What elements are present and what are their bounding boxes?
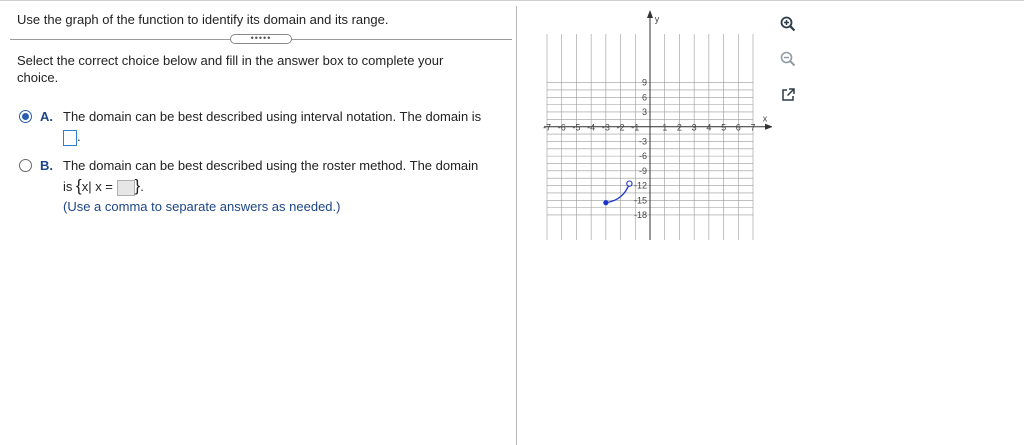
question-prompt: Use the graph of the function to identify its domain and its range. xyxy=(17,12,389,27)
y-tick-label: -3 xyxy=(638,136,647,147)
pane-divider xyxy=(516,6,517,445)
zoom-in-button[interactable] xyxy=(777,13,799,35)
x-tick-label: 3 xyxy=(691,122,697,133)
y-tick-label: -15 xyxy=(633,195,647,206)
y-axis-arrow-icon xyxy=(647,10,653,18)
choice-a-text xyxy=(63,107,503,147)
y-tick-label: -12 xyxy=(633,180,647,191)
y-tick-label: -18 xyxy=(633,209,647,220)
choice-a-label: The domain can be best described using interval notation. The domain is xyxy=(63,109,482,124)
y-tick-label: -9 xyxy=(638,165,647,176)
choice-a-radio[interactable] xyxy=(19,110,32,123)
y-axis-label: y xyxy=(654,14,660,24)
x-tick-label: 2 xyxy=(676,122,682,133)
set-brace-open: { xyxy=(76,176,82,195)
x-tick-label: -6 xyxy=(557,122,566,133)
x-tick-label: 4 xyxy=(706,122,712,133)
choice-a-period: . xyxy=(77,129,81,144)
popout-icon xyxy=(780,87,796,103)
x-axis-arrow-icon xyxy=(765,124,772,130)
x-tick-label: 6 xyxy=(735,122,741,133)
choice-b-period: . xyxy=(140,179,144,194)
x-tick-label: 5 xyxy=(721,122,727,133)
function-graph xyxy=(540,8,772,240)
choice-a-answer-box[interactable] xyxy=(63,130,77,146)
y-tick-label: -6 xyxy=(638,151,647,162)
closed-endpoint xyxy=(603,200,608,205)
popout-button[interactable] xyxy=(777,84,799,106)
x-axis-label: x xyxy=(762,113,768,124)
choice-b-label: The domain can be best described using the roster method. The domain xyxy=(63,158,479,173)
x-tick-label: -3 xyxy=(601,122,610,133)
x-tick-label: 1 xyxy=(662,122,668,133)
choice-a-letter: A. xyxy=(40,109,53,124)
x-tick-label: 7 xyxy=(750,122,756,133)
expand-button[interactable]: ••••• xyxy=(230,34,292,44)
choice-b-answer-box[interactable] xyxy=(117,180,135,196)
zoom-in-icon xyxy=(780,16,796,32)
choice-b-text xyxy=(63,156,503,217)
x-tick-label: -5 xyxy=(572,122,581,133)
x-tick-label: -7 xyxy=(542,122,552,133)
choice-b-radio[interactable] xyxy=(19,159,32,172)
zoom-out-icon xyxy=(780,51,796,67)
choice-b-set-prefix: x| x = xyxy=(81,179,113,194)
set-brace-close: } xyxy=(134,176,141,195)
instruction-text: Select the correct choice below and fill in the answer box to complete your choice. xyxy=(17,53,444,85)
y-tick-label: 3 xyxy=(641,106,647,117)
y-tick-label: 9 xyxy=(641,77,647,88)
choice-b-is: is xyxy=(63,179,73,194)
zoom-out-button[interactable] xyxy=(777,48,799,70)
x-tick-label: -2 xyxy=(616,122,625,133)
y-tick-label: 6 xyxy=(641,92,647,103)
choice-b-letter: B. xyxy=(40,158,53,173)
open-endpoint xyxy=(627,181,632,186)
x-tick-label: -1 xyxy=(631,122,640,133)
choice-b-hint: (Use a comma to separate answers as needed.) xyxy=(63,199,341,214)
x-tick-label: -4 xyxy=(587,122,596,133)
